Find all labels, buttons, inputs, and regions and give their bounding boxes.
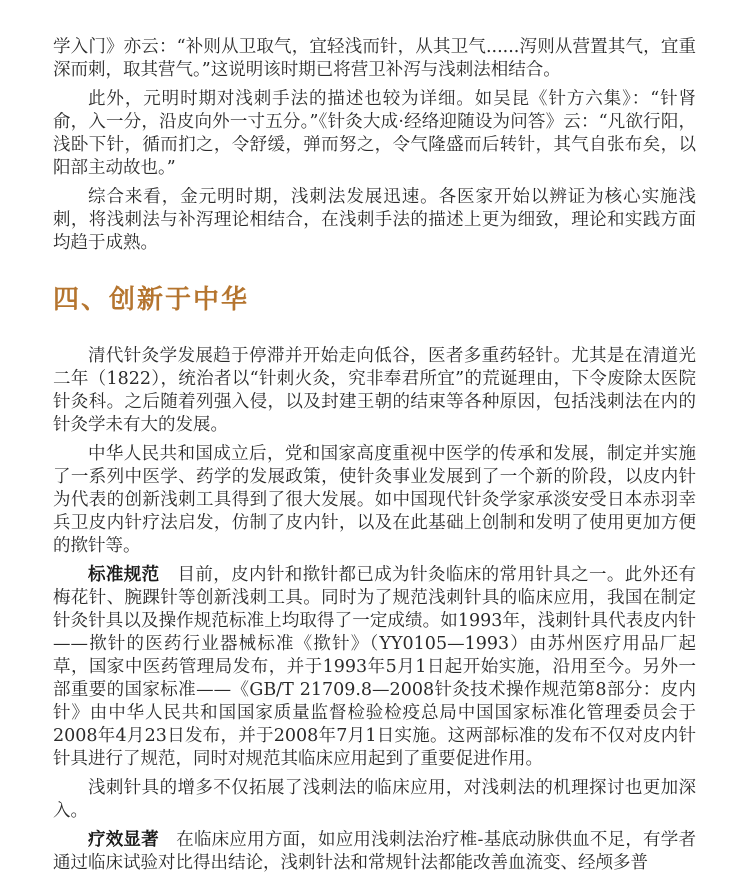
paragraph-efficacy — [53, 829, 696, 875]
standards-text: 目前，皮内针和揿针都已成为针灸临床的常用针具之一。此外还有梅花针、腕踝针等创新浅刺工具。同时为了规范浅刺针具的临床应用，我国在制定针灸针具以及操作规范标准上均取得了一定成绩。如1993年，浅刺针具代表皮内针——揿针的医药行业器械标准《揿针》（YY0105—1993）由苏州医疗用品厂起草，国家中医药管理局发布，并于1993年5月1日起开始实施，沿用至今。另外一部重要的国家标准——《GB/T 21709.8—2008针灸技术操作规范第8部分：皮内针》由中华人民共和国国家质量监督检验检疫总局中国国家标准化管理委员会于2008年4月23日发布，并于2008年7月1日实施。这两部标准的发布不仅对皮内针针具进行了规范，同时对规范其临床应用起到了重要促进作用。 — [53, 565, 696, 769]
paragraph-continuation: 学入门》亦云：“补则从卫取气，宜轻浅而针，从其卫气......泻则从营置其气，宜重深而刺，取其营气。”这说明该时期已将营卫补泻与浅刺法相结合。 — [53, 37, 696, 80]
paragraph-standards — [53, 564, 696, 771]
paragraph-yuan-ming: 此外，元明时期对浅刺手法的描述也较为详细。如吴昆《针方六集》：“针肾俞，入一分，沿皮向外一寸五分。”《针灸大成·经络迎随设为问答》云：“凡欲行阳，浅卧下针，循而扪之，令舒缓，弹而努之，令气隆盛而后转针，其气自张布矣，以阳部主动故也。” — [53, 89, 696, 178]
paragraph-qing-dynasty: 清代针灸学发展趋于停滞并开始走向低谷，医者多重药轻针。尤其是在清道光二年（1822），统治者以“针刺火灸，究非奉君所宜”的荒诞理由，下令废除太医院针灸科。之后随着列强入侵，以及封建王朝的结束等各种原因，包括浅刺法在内的针灸学未有大的发展。 — [53, 346, 696, 435]
paragraph-deeper-study: 浅刺针具的增多不仅拓展了浅刺法的临床应用，对浅刺法的机理探讨也更加深入。 — [53, 778, 696, 821]
paragraph-summary: 综合来看，金元明时期，浅刺法发展迅速。各医家开始以辨证为核心实施浅刺，将浅刺法与补泻理论相结合，在浅刺手法的描述上更为细致，理论和实践方面均趋于成熟。 — [53, 187, 696, 253]
efficacy-text: 在临床应用方面，如应用浅刺法治疗椎-基底动脉供血不足，有学者通过临床试验对比得出结论，浅刺针法和常规针法都能改善血流变、经颅多普 — [53, 830, 696, 873]
paragraph-prc-founding: 中华人民共和国成立后，党和国家高度重视中医学的传承和发展，制定并实施了一系列中医学、药学的发展政策，使针灸事业发展到了一个新的阶段，以皮内针为代表的创新浅刺工具得到了很大发展。如中国现代针灸学家承淡安受日本赤羽幸兵卫皮内针疗法启发，仿制了皮内针，以及在此基础上创制和发明了使用更加方便的揿针等。 — [53, 444, 696, 556]
efficacy-lead: 疗效显著 — [88, 830, 159, 850]
standards-lead: 标准规范 — [88, 565, 160, 585]
section-heading: 四、创新于中华 — [53, 285, 250, 315]
